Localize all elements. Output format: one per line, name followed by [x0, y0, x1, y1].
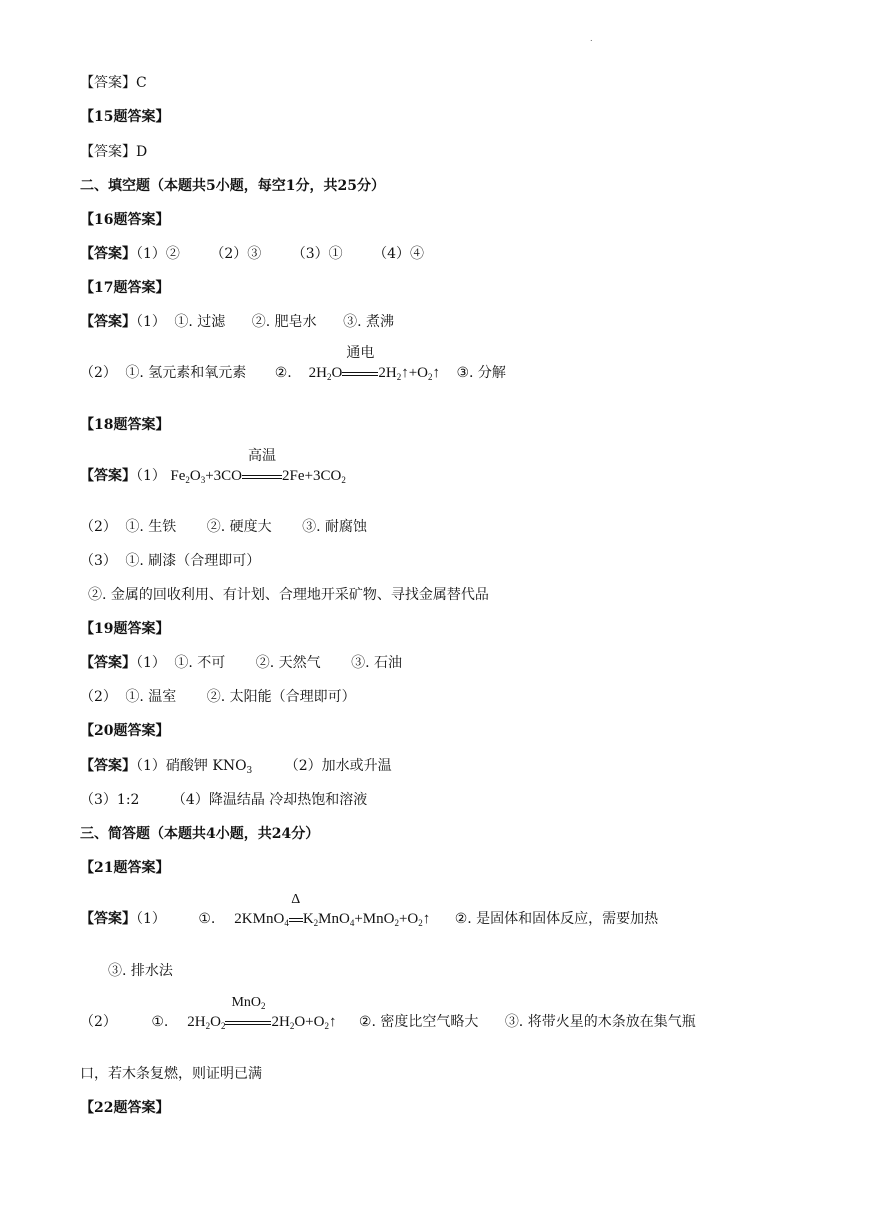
- answer-15: 【答案】D: [80, 144, 148, 160]
- answer-20-2: （3）1:2 （4）降温结晶 冷却热饱和溶液: [80, 792, 368, 808]
- answer-21-2: （2） ①. $2H_2O_2$ MnO$_2$ $2H_2O+O_2↑$ ②. 密度比空气略大 ③. 将带火星的木条放在集气瓶: [80, 995, 696, 1031]
- h2o2-equation: $2H_2O_2$ MnO$_2$ $2H_2O+O_2↑$: [187, 995, 337, 1031]
- answer-21-1c: ③. 排水法: [108, 963, 173, 979]
- answer-18-3b: ②. 金属的回收利用、有计划、合理地开采矿物、寻找金属替代品: [88, 587, 489, 603]
- q21-heading: 【21题答案】: [80, 860, 170, 876]
- answer-17-1: 【答案】（1） ①. 过滤 ②. 肥皂水 ③. 煮沸: [80, 314, 394, 330]
- answer-21-1: 【答案】（1） ①. 2KMnO$_4$ Δ $K_2MnO_4+MnO_2+O_2↑$ ②. 是固体和固体反应，需要加热: [80, 892, 659, 928]
- answer-14: 【答案】C: [80, 75, 147, 91]
- section2-title: 二、填空题（本题共5小题，每空1分，共25分）: [80, 178, 385, 194]
- q20-heading: 【20题答案】: [80, 723, 170, 739]
- section3-title: 三、简答题（本题共4小题，共24分）: [80, 826, 320, 842]
- q22-heading: 【22题答案】: [80, 1100, 170, 1116]
- answer-19-2: （2） ①. 温室 ②. 太阳能（合理即可）: [80, 689, 356, 705]
- answer-16: 【答案】（1）② （2）③ （3）① （4）④: [80, 246, 425, 262]
- q16-heading: 【16题答案】: [80, 212, 170, 228]
- answer-19-1: 【答案】（1） ①. 不可 ②. 天然气 ③. 石油: [80, 655, 402, 671]
- answer-21-2b: 口，若木条复燃，则证明已满: [80, 1066, 262, 1082]
- answer-20-1: 【答案】（1）硝酸钾 $KNO_3$ （2）加水或升温: [80, 758, 392, 776]
- answer-18-3: （3） ①. 刷漆（合理即可）: [80, 553, 261, 569]
- electrolysis-equation: $2H_2O$ 通电 $2H_2↑+O_2↑$: [308, 346, 440, 382]
- header-mark: .: [590, 34, 593, 43]
- q18-heading: 【18题答案】: [80, 417, 170, 433]
- kmno4-equation: 2KMnO$_4$ Δ $K_2MnO_4+MnO_2+O_2↑$: [234, 892, 431, 928]
- answer-17-2: （2） ①. 氢元素和氧元素 ②. $2H_2O$ 通电 $2H_2↑+O_2↑$ ③. 分解: [80, 346, 506, 382]
- answer-18-2: （2） ①. 生铁 ②. 硬度大 ③. 耐腐蚀: [80, 519, 367, 535]
- q15-heading: 【15题答案】: [80, 109, 170, 125]
- answer-18-1: 【答案】（1） $Fe_2O_3+3CO$ 高温 $2Fe+3CO_2$: [80, 449, 346, 485]
- q17-heading: 【17题答案】: [80, 280, 170, 296]
- q19-heading: 【19题答案】: [80, 621, 170, 637]
- iron-smelting-equation: $Fe_2O_3+3CO$ 高温 $2Fe+3CO_2$: [170, 449, 346, 485]
